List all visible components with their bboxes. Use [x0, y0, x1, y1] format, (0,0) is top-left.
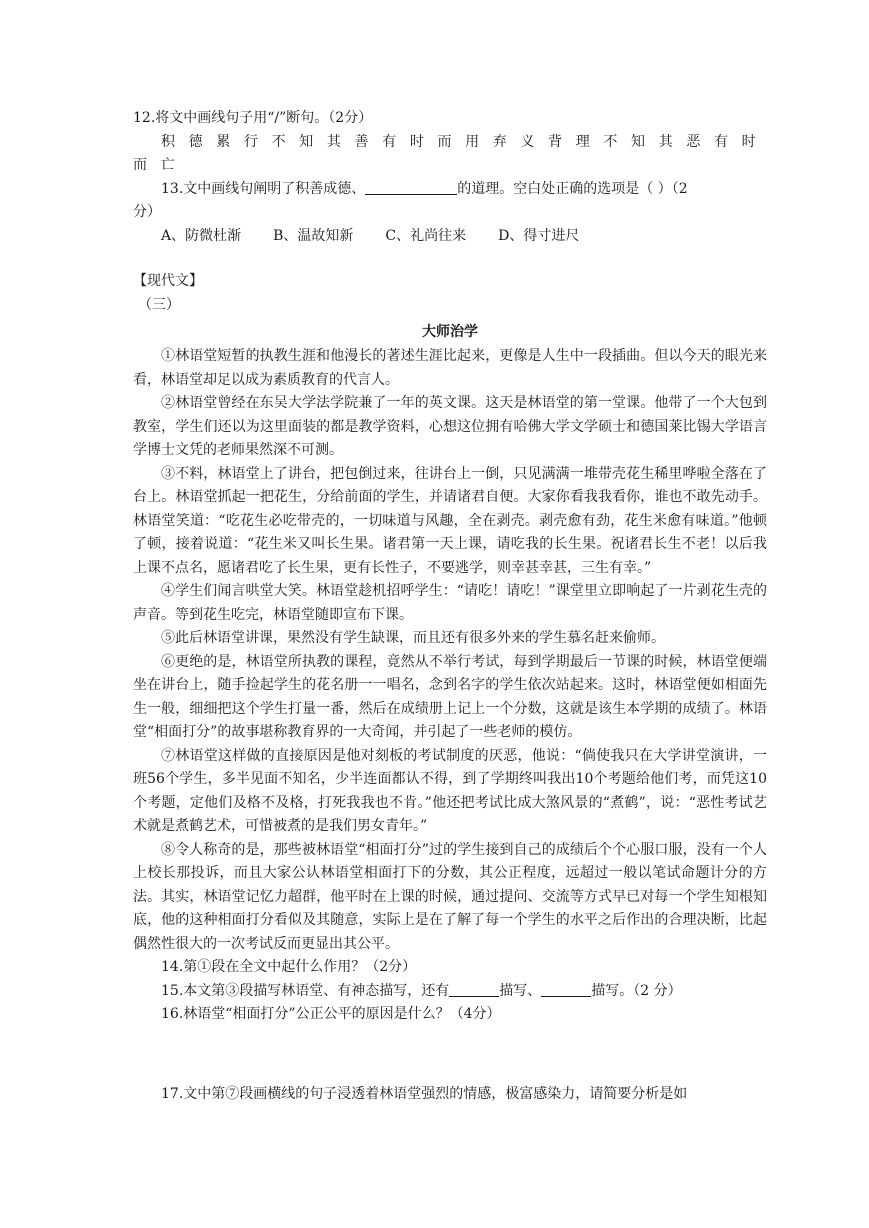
article-title: 大师治学 — [422, 324, 478, 340]
document-content — [133, 107, 767, 1027]
question-12-text-line1: 积 德 累 行 不 知 其 善 有 时 而 用 弃 义 背 理 不 知 其 恶 有 时 — [161, 133, 761, 150]
option-b: B、温故知新 — [273, 227, 354, 244]
paragraph-7: ⑦林语堂这样做的直接原因是他对刻板的考试制度的厌恶，他说：“倘使我只在大学讲堂演讲，一班56个学生，多半见面不知名，少半连面都认不得，到了学期终叫我出10个考题给他们考，而凭这10个考题，定他们及格不及格，打死我我也不肯。”他还把考试比成大煞风景的“煮鹤”，说：“恶性考试艺术就是煮鹤艺术，可惜被煮的是我们男女青年。” — [133, 747, 767, 834]
paragraph-1: ①林语堂短暂的执教生涯和他漫长的著述生涯比起来，更像是人生中一段插曲。但以今天的眼光来看，林语堂却足以成为素质教育的代言人。 — [133, 348, 767, 388]
question-15-pre: 15.本文第③段描写林语堂、有神态描写，还有 — [161, 982, 450, 999]
question-15-mid: 描写、 — [499, 982, 542, 999]
question-15-post: 描写。（2 分） — [591, 982, 682, 999]
question-12-text-line2: 而 亡 — [133, 157, 180, 173]
question-13 — [133, 178, 767, 202]
question-15-blank-2 — [541, 982, 591, 997]
question-15 — [133, 980, 767, 1004]
option-d: D、得寸进尺 — [498, 227, 580, 244]
question-15-blank-1 — [449, 982, 499, 997]
paragraph-2: ②林语堂曾经在东吴大学法学院兼了一年的英文课。这天是林语堂的第一堂课。他带了一个大包到教室，学生们还以为这里面装的都是教学资料，心想这位拥有哈佛大学文学硕士和德国莱比锡大学语言学博士文凭的老师果然深不可测。 — [133, 395, 767, 458]
paragraph-8: ⑧令人称奇的是，那些被林语堂“相面打分”过的学生接到自己的成绩后个个心服口服，没有一个人上校长那投诉，而且大家公认林语堂相面打下的分数，其公正程度，远超过一般以笔试命题计分的方法。其实，林语堂记忆力超群，他平时在上课的时候，通过提问、交流等方式早已对每一个学生知根知底，他的这种相面打分看似及其随意，实际上是在了解了每一个学生的水平之后作出的合理决断，比起偶然性很大的一次考试反而更显出其公平。 — [133, 841, 767, 952]
paragraph-4: ④学生们闻言哄堂大笑。林语堂趁机招呼学生：“请吃！请吃！”课堂里立即响起了一片剥花生壳的声音。等到花生吃完，林语堂随即宣布下课。 — [133, 583, 767, 623]
paragraph-3: ③不料，林语堂上了讲台，把包倒过来，往讲台上一倒，只见满满一堆带壳花生稀里哗啦全落在了台上。林语堂抓起一把花生，分给前面的学生，并请诸君自便。大家你看我我看你，谁也不敢先动手。林语堂笑道：“吃花生必吃带壳的，一切味道与风趣，全在剥壳。剥壳愈有劲，花生米愈有味道。”他顿了顿，接着说道：“花生米又叫长生果。诸君第一天上课，请吃我的长生果。祝诸君长生不老！以后我上课不点名，愿诸君吃了长生果，更有长性子，不要逃学，则幸甚幸甚，三生有幸。” — [133, 465, 767, 576]
question-13-pre: 13.文中画线句阐明了积善成德、 — [161, 180, 366, 197]
question-13-blank — [365, 180, 457, 195]
question-16: 16.林语堂“相面打分”公正公平的原因是什么？（4分） — [161, 1006, 501, 1022]
option-c: C、礼尚往来 — [385, 227, 467, 244]
question-13-cont: 分） — [133, 204, 161, 220]
paragraph-6: ⑥更绝的是，林语堂所执教的课程，竟然从不举行考试，每到学期最后一节课的时候，林语堂便端坐在讲台上，随手捡起学生的花名册一一唱名，念到名字的学生依次站起来。这时，林语堂便如相面先生一般，细细把这个学生打量一番，然后在成绩册上记上一个分数，这就是该生本学期的成绩了。林语堂“相面打分”的故事堪称教育界的一大奇闻，并引起了一些老师的模仿。 — [133, 653, 767, 740]
question-17: 17.文中第⑦段画横线的句子浸透着林语堂强烈的情感，极富感染力，请简要分析是如 — [161, 1086, 688, 1102]
paragraph-5: ⑤此后林语堂讲课，果然没有学生缺课，而且还有很多外来的学生慕名赶来偷师。 — [161, 630, 665, 646]
section-label: 【现代文】 — [133, 273, 203, 289]
option-a: A、防微杜渐 — [161, 227, 242, 244]
question-12: 12.将文中画线句子用“/”断句。（2分） — [133, 110, 373, 126]
question-13-options — [133, 225, 767, 249]
question-14: 14.第①段在全文中起什么作用？（2分） — [161, 959, 417, 975]
question-13-post: 的道理。空白处正确的选项是（ ）（2 — [457, 180, 688, 197]
section-number: （三） — [138, 296, 180, 313]
